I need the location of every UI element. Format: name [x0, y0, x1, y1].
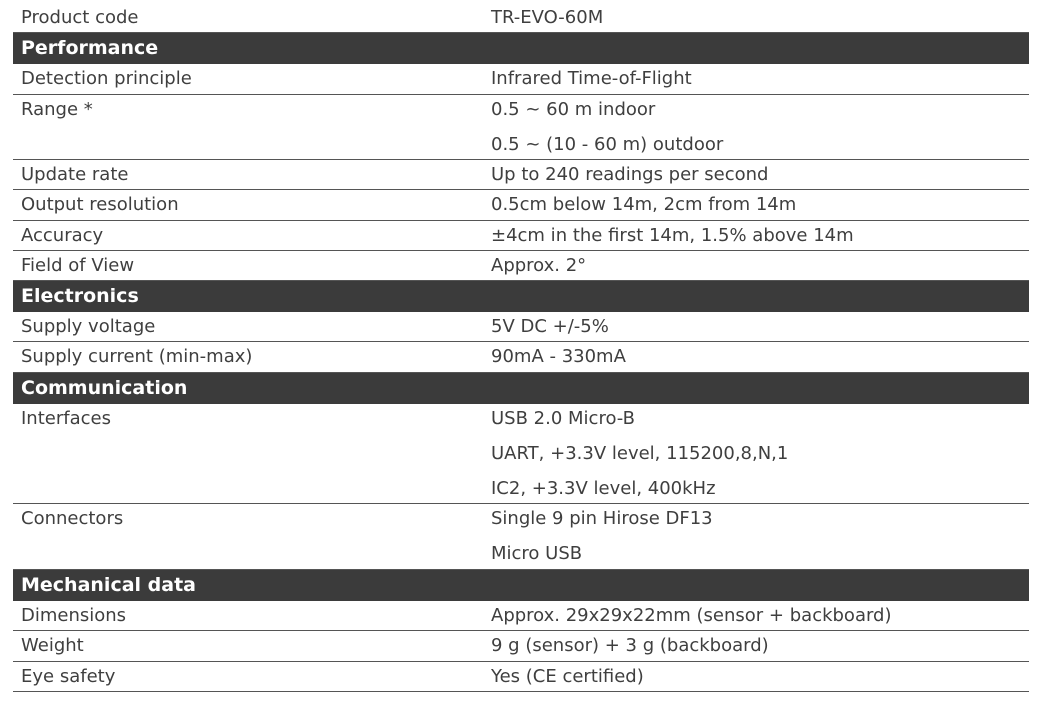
- spec-row-field-of-view: [13, 251, 1029, 281]
- spec-value: Yes (CE certified): [491, 666, 644, 687]
- spec-value: IC2, +3.3V level, 400kHz: [491, 478, 716, 499]
- spec-row-detection-principle: [13, 64, 1029, 95]
- spec-value: 5V DC +/-5%: [491, 316, 609, 337]
- section-title: Performance: [21, 37, 159, 59]
- section-header-communication: [13, 373, 1029, 404]
- spec-value: 0.5cm below 14m, 2cm from 14m: [491, 194, 797, 215]
- section-title: Communication: [21, 377, 188, 399]
- section-header-performance: [13, 33, 1029, 64]
- spec-label: Dimensions: [21, 605, 127, 626]
- spec-row-weight: [13, 631, 1029, 662]
- spec-row-output-resolution: [13, 190, 1029, 221]
- spec-row-accuracy: [13, 221, 1029, 251]
- spec-label: Product code: [21, 7, 139, 28]
- spec-label: Supply voltage: [21, 316, 156, 337]
- spec-label: Accuracy: [21, 225, 104, 246]
- spec-row-eye-safety: [13, 662, 1029, 692]
- spec-label: Connectors: [21, 508, 124, 529]
- spec-value: TR-EVO-60M: [491, 7, 604, 28]
- section-header-mechanical-data: [13, 570, 1029, 601]
- spec-label: Eye safety: [21, 666, 116, 687]
- spec-value: 90mA - 330mA: [491, 346, 626, 367]
- spec-value: 9 g (sensor) + 3 g (backboard): [491, 635, 769, 656]
- spec-row-range: [13, 95, 1029, 160]
- spec-value: Single 9 pin Hirose DF13: [491, 508, 713, 529]
- spec-value: 0.5 ~ 60 m indoor: [491, 99, 656, 120]
- spec-row-connectors: [13, 504, 1029, 570]
- spec-label: Field of View: [21, 255, 135, 276]
- spec-label: Supply current (min-max): [21, 346, 253, 367]
- spec-value: Approx. 29x29x22mm (sensor + backboard): [491, 605, 892, 626]
- spec-value: USB 2.0 Micro-B: [491, 408, 635, 429]
- spec-value: 0.5 ~ (10 - 60 m) outdoor: [491, 134, 724, 155]
- spec-row-interfaces: [13, 404, 1029, 504]
- section-header-electronics: [13, 281, 1029, 312]
- spec-value: Approx. 2°: [491, 255, 587, 276]
- spec-label: Output resolution: [21, 194, 179, 215]
- spec-row-update-rate: [13, 160, 1029, 190]
- spec-value: UART, +3.3V level, 115200,8,N,1: [491, 443, 789, 464]
- spec-table: [13, 3, 1029, 692]
- spec-label: Detection principle: [21, 68, 192, 89]
- spec-label: Weight: [21, 635, 84, 656]
- spec-row-supply-current: [13, 342, 1029, 373]
- section-title: Mechanical data: [21, 574, 196, 596]
- spec-value: ±4cm in the first 14m, 1.5% above 14m: [491, 225, 854, 246]
- spec-label: Interfaces: [21, 408, 111, 429]
- spec-value: Infrared Time-of-Flight: [491, 68, 692, 89]
- spec-row-supply-voltage: [13, 312, 1029, 342]
- spec-value: Micro USB: [491, 543, 583, 564]
- spec-row-product-code: [13, 3, 1029, 33]
- spec-value: Up to 240 readings per second: [491, 164, 769, 185]
- spec-row-dimensions: [13, 601, 1029, 631]
- spec-label: Update rate: [21, 164, 129, 185]
- section-title: Electronics: [21, 285, 139, 307]
- spec-label: Range *: [21, 99, 93, 120]
